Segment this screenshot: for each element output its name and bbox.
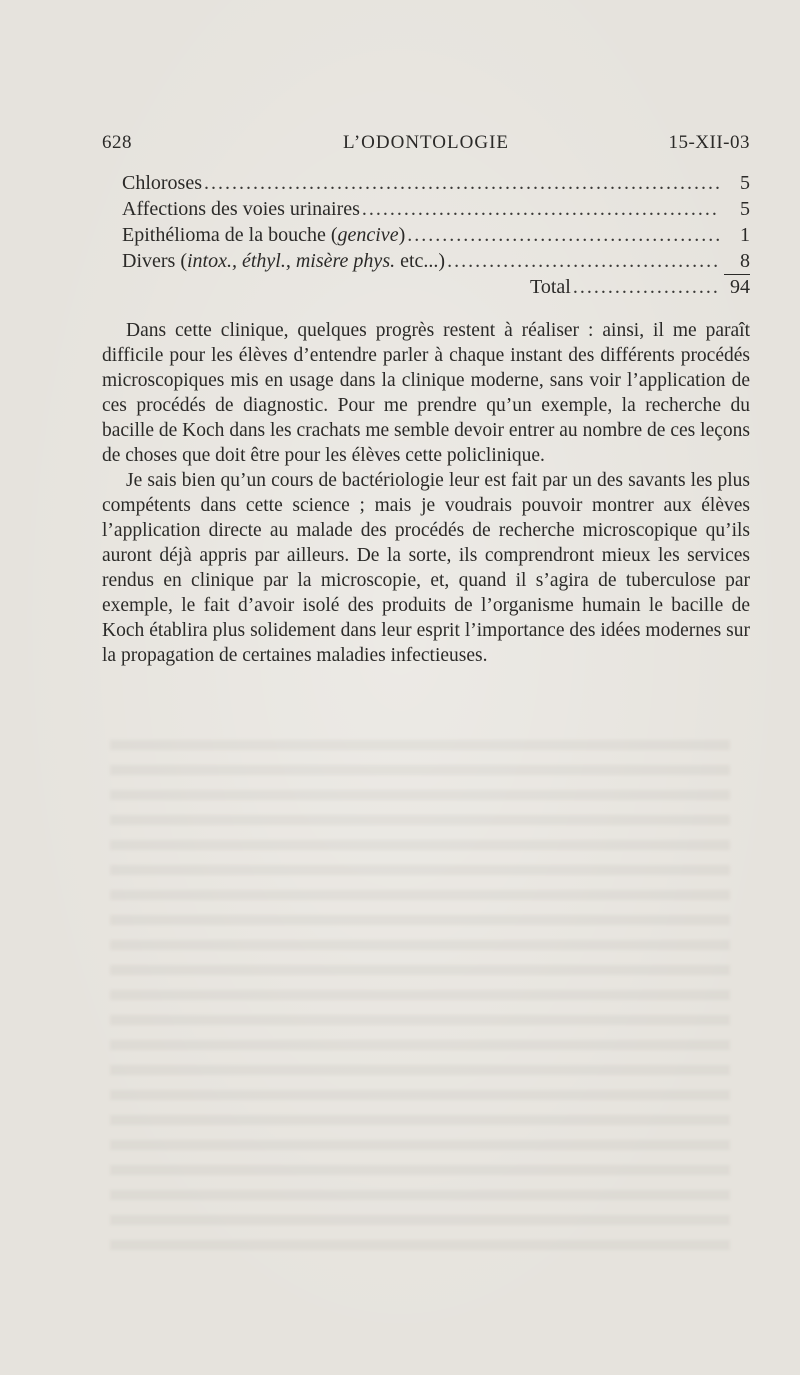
paragraph: Je sais bien qu’un cours de bactériologie leur est fait par un des savants les plus compétents dans cette science ; mais je voudrais pouvoir montrer aux élèves l’application directe au malade des procédés de recherche microscopique qu’ils auront déjà appris par ailleurs. De la sorte, ils comprendront mieux les services rendus en clinique par la microscopie, et, quand il s’agira de tuberculose par exemple, le fait d’avoir isolé des produits de l’organisme humain le bacille de Koch établira plus solidement dans leur esprit l’importance des idées modernes sur la propagation de certaines maladies infectieuses. <box>102 470 750 666</box>
page-number: 628 <box>102 132 132 153</box>
stat-label: Divers (intox., éthyl., misère phys. etc...) <box>122 250 446 272</box>
stat-label-italic: intox., éthyl., misère phys. <box>187 250 396 272</box>
stat-label: Affections des voies urinaires <box>122 198 360 220</box>
statistics-list <box>122 170 750 300</box>
leader-dots <box>362 196 720 222</box>
stat-label: Chloroses <box>122 172 202 194</box>
show-through-texture <box>110 740 730 1260</box>
stat-value: 8 <box>724 248 750 275</box>
stat-row-chloroses <box>122 170 750 196</box>
leader-dots <box>407 222 720 248</box>
stat-value: 5 <box>740 198 750 220</box>
stat-row-epithelioma <box>122 222 750 248</box>
leader-dots <box>204 170 720 196</box>
running-title: L’ODONTOLOGIE <box>342 132 510 153</box>
stat-row-divers <box>122 248 750 274</box>
stat-row-urinary <box>122 196 750 222</box>
stat-label-italic: gencive <box>337 224 399 246</box>
issue-date: 15-XII-03 <box>668 132 750 153</box>
total-label: Total <box>530 276 571 298</box>
stat-label: Epithélioma de la bouche (gencive) <box>122 224 406 246</box>
leader-dots <box>447 248 720 274</box>
leader-dots <box>573 274 720 300</box>
total-value: 94 <box>730 276 750 298</box>
stat-value: 1 <box>740 224 750 246</box>
stat-value: 5 <box>740 172 750 194</box>
body-text <box>102 318 750 668</box>
paragraph: Dans cette clinique, quelques progrès restent à réaliser : ainsi, il me paraît difficile pour les élèves d’entendre parler à chaque instant des différents procédés microscopiques mis en usage dans la clinique moderne, sans voir l’application de ces procédés de diagnostic. Pour me prendre qu’un exemple, la recherche du bacille de Koch dans les crachats me semble devoir entrer au nombre de ces leçons de choses que doit être pour les élèves cette policlinique. <box>102 320 750 466</box>
stat-row-total <box>530 274 750 300</box>
page-header <box>102 132 750 158</box>
